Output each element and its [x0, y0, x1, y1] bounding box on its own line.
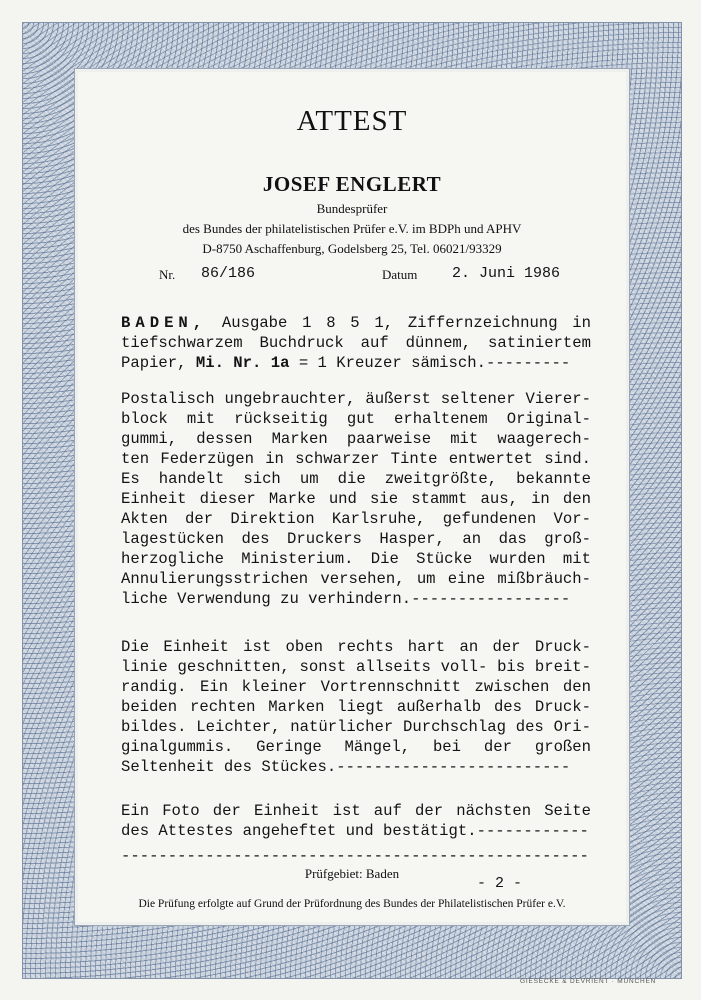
stamp-description-paragraph [121, 313, 591, 373]
paragraph-line: des Attestes angeheftet und bestätigt.------------ [121, 822, 589, 840]
examiner-role: Bundesprüfer [316, 201, 388, 216]
catalog-number: Mi. Nr. 1a [195, 354, 290, 372]
paragraph-line: ginalgummis. Geringe Mängel, bei der großen [121, 738, 591, 756]
examination-area: Prüfgebiet: Baden [304, 866, 400, 881]
margins-paragraph [121, 637, 591, 777]
paragraph-line: linie geschnitten, sonst allseits voll- bis breit- [121, 658, 591, 676]
paragraph-line: Die Einheit ist oben rechts hart an der Druck- [121, 638, 591, 656]
paragraph-line: ten Federzügen in schwarzer Tinte entwertet sind. [121, 450, 591, 468]
certificate-number: 86/186 [201, 265, 256, 282]
paragraph-line: Postalisch ungebrauchter, äußerst seltener Vierer- [121, 390, 591, 408]
paragraph-line: bildes. Leichter, natürlicher Durchschlag des Ori- [121, 718, 591, 736]
certificate-date: 2. Juni 1986 [452, 265, 561, 282]
paragraph-line: lagestücken des Druckers Hasper, an das groß- [121, 530, 591, 548]
paragraph-line: tiefschwarzem Buchdruck auf dünnem, satiniertem [121, 334, 591, 352]
examiner-name: JOSEF ENGLERT [262, 172, 442, 196]
photo-note-paragraph [121, 801, 591, 841]
nr-label: Nr. [159, 267, 176, 282]
paragraph-line: Ein Foto der Einheit ist auf der nächsten Seite [121, 802, 591, 820]
paragraph-line: Seltenheit des Stückes.------------------------- [121, 758, 571, 776]
paragraph-line: randig. Ein kleiner Vortrennschnitt zwischen den [121, 678, 591, 696]
closing-dash-line: -------------------------------------------------- [121, 847, 589, 865]
examination-disclaimer: Die Prüfung erfolgte auf Grund der Prüfordnung des Bundes der Philatelistischen Prüfer e.V. [138, 898, 566, 910]
paragraph-line: Akten der Direktion Karlsruhe, gefundenen Vor- [121, 510, 591, 528]
document-title: ATTEST [296, 105, 408, 137]
examiner-organization: des Bundes der philatelistischen Prüfer e.V. im BDPh und APHV [182, 221, 522, 236]
paragraph-line: gummi, dessen Marken paarweise mit waagerech- [121, 430, 591, 448]
examiner-address: D-8750 Aschaffenburg, Godelsberg 25, Tel. 06021/93329 [202, 241, 502, 256]
page-number: - 2 - [477, 875, 523, 892]
paragraph-line: herzogliche Ministerium. Die Stücke wurden mit [121, 550, 591, 568]
paragraph-line: liche Verwendung zu verhindern.----------------- [121, 590, 571, 608]
paragraph-line: Es handelt sich um die zweitgrößte, bekannte [121, 470, 591, 488]
paragraph-line: BADEN, Ausgabe 1 8 5 1, Ziffernzeichnung in [121, 314, 591, 332]
paragraph-line: Einheit dieser Marke und sie stammt aus, in den [121, 490, 591, 508]
country-name: BADEN, [121, 314, 208, 332]
paragraph-line: Papier, Mi. Nr. 1a = 1 Kreuzer sämisch.--------- [121, 354, 571, 372]
datum-label: Datum [382, 267, 418, 282]
paragraph-line: block mit rückseitig gut erhaltenem Original- [121, 410, 591, 428]
certificate-panel [74, 68, 630, 926]
paragraph-line: beiden rechten Marken liegt außerhalb des Druck- [121, 698, 591, 716]
paragraph-line: Annulierungsstrichen versehen, um eine mißbräuch- [121, 570, 591, 588]
condition-paragraph [121, 389, 591, 609]
printer-imprint: GIESECKE & DEVRIENT · MÜNCHEN [520, 978, 657, 985]
